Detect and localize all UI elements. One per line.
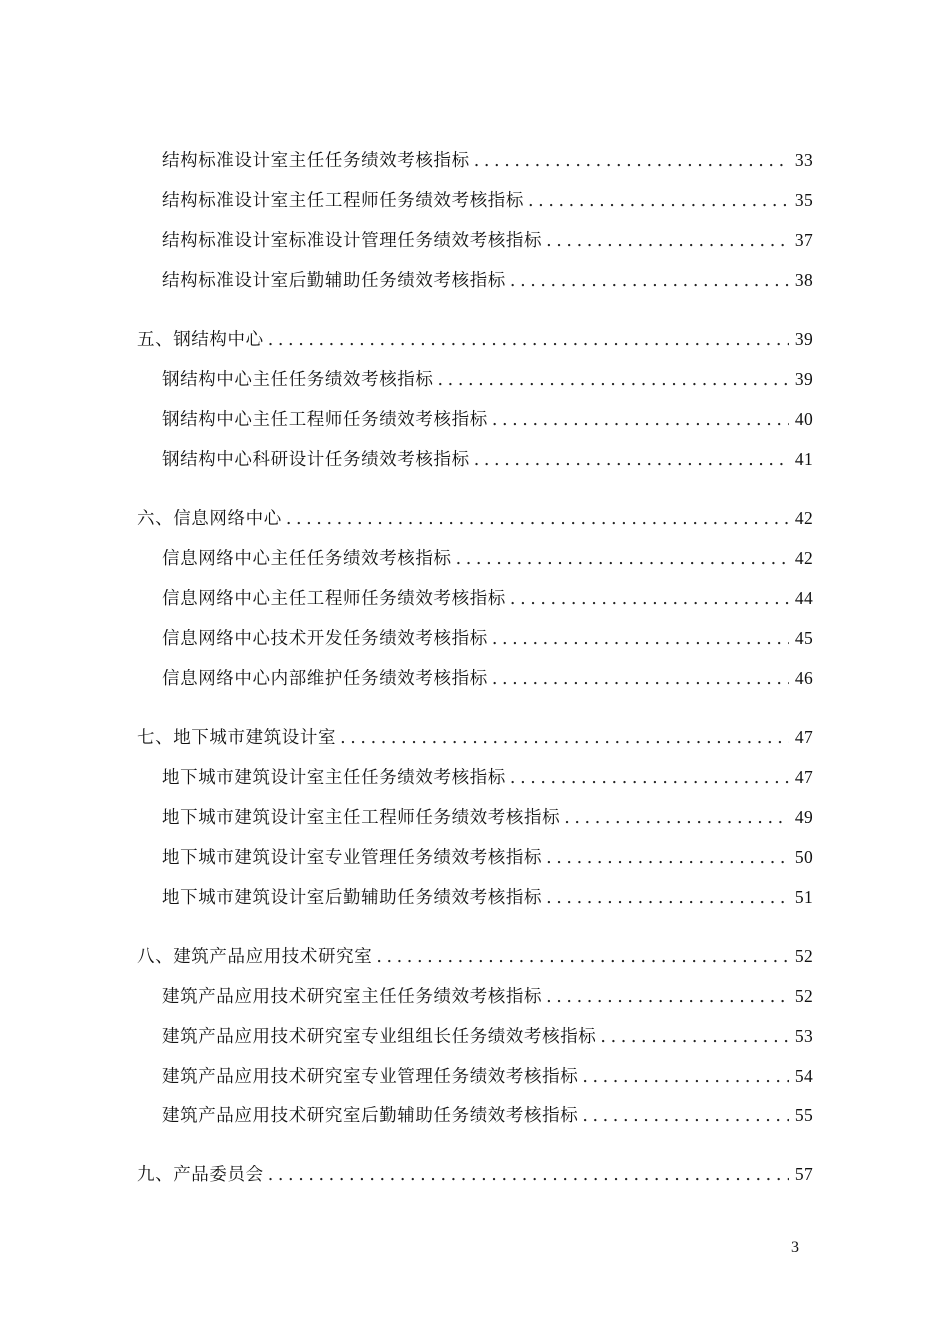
toc-entry-title: 建筑产品应用技术研究室专业管理任务绩效考核指标 — [162, 1067, 579, 1087]
toc-entry-title: 地下城市建筑设计室主任工程师任务绩效考核指标 — [162, 808, 561, 828]
toc-section-title: 九、产品委员会 — [137, 1165, 264, 1185]
toc-page-number: 33 — [794, 150, 813, 170]
toc-section[interactable] — [137, 724, 813, 750]
toc-entry-title: 信息网络中心内部维护任务绩效考核指标 — [162, 669, 488, 689]
toc-entry[interactable] — [162, 227, 813, 253]
toc-entry[interactable] — [162, 267, 813, 293]
toc-entry[interactable] — [162, 625, 813, 651]
toc-leader-dots — [600, 1024, 788, 1050]
toc-leader-dots — [492, 666, 789, 692]
toc-leader-dots — [510, 268, 789, 294]
toc-page-number: 55 — [794, 1105, 813, 1125]
toc-leader-dots — [268, 1162, 789, 1188]
toc-entry[interactable] — [162, 844, 813, 870]
toc-entry[interactable] — [162, 804, 813, 830]
toc-leader-dots — [474, 148, 789, 174]
toc-page-number: 51 — [794, 887, 813, 907]
toc-leader-dots — [376, 944, 789, 970]
toc-page-number: 39 — [794, 329, 813, 349]
toc-leader-dots — [474, 447, 789, 473]
toc-entry-title: 结构标准设计室后勤辅助任务绩效考核指标 — [162, 271, 506, 291]
toc-section[interactable] — [137, 943, 813, 969]
toc-entry-title: 地下城市建筑设计室专业管理任务绩效考核指标 — [162, 848, 543, 868]
toc-page-number: 54 — [794, 1066, 813, 1086]
toc-entry[interactable] — [162, 983, 813, 1009]
toc-entry-title: 信息网络中心技术开发任务绩效考核指标 — [162, 629, 488, 649]
toc-leader-dots — [546, 228, 789, 254]
toc-leader-dots — [286, 506, 789, 532]
toc-section[interactable] — [137, 326, 813, 352]
toc-page-number: 44 — [794, 588, 813, 608]
toc-leader-dots — [438, 367, 789, 393]
toc-page-number: 39 — [794, 369, 813, 389]
toc-page-number: 46 — [794, 668, 813, 688]
toc-leader-dots — [456, 546, 789, 572]
toc-leader-dots — [492, 626, 789, 652]
toc-entry[interactable] — [162, 1063, 813, 1089]
toc-entry-title: 结构标准设计室主任工程师任务绩效考核指标 — [162, 191, 524, 211]
toc-entry[interactable] — [162, 884, 813, 910]
toc-leader-dots — [268, 327, 789, 353]
toc-page-number: 57 — [794, 1164, 813, 1184]
toc-entry[interactable] — [162, 1102, 813, 1128]
toc-leader-dots — [510, 586, 789, 612]
toc-entry-title: 建筑产品应用技术研究室后勤辅助任务绩效考核指标 — [162, 1106, 579, 1126]
toc-entry-title: 结构标准设计室主任任务绩效考核指标 — [162, 151, 470, 171]
toc-leader-dots — [510, 765, 789, 791]
toc-entry-title: 钢结构中心主任任务绩效考核指标 — [162, 370, 434, 390]
toc-entry-title: 钢结构中心主任工程师任务绩效考核指标 — [162, 410, 488, 430]
toc-entry[interactable] — [162, 147, 813, 173]
toc-entry-title: 钢结构中心科研设计任务绩效考核指标 — [162, 450, 470, 470]
toc-entry-title: 建筑产品应用技术研究室主任任务绩效考核指标 — [162, 987, 543, 1007]
toc-entry[interactable] — [162, 665, 813, 691]
toc-entry-title: 建筑产品应用技术研究室专业组组长任务绩效考核指标 — [162, 1027, 597, 1047]
toc-entry[interactable] — [162, 545, 813, 571]
toc-section[interactable] — [137, 1161, 813, 1187]
toc-leader-dots — [340, 725, 789, 751]
toc-entry[interactable] — [162, 764, 813, 790]
toc-page-number: 50 — [794, 847, 813, 867]
toc-leader-dots — [564, 805, 789, 831]
toc-entry[interactable] — [162, 446, 813, 472]
toc-page-number: 41 — [794, 449, 813, 469]
toc-leader-dots — [492, 407, 789, 433]
toc-page-number: 38 — [794, 270, 813, 290]
toc-page-number: 49 — [794, 807, 813, 827]
toc-leader-dots — [546, 984, 789, 1010]
toc-entry[interactable] — [162, 1023, 813, 1049]
toc-page-number: 47 — [794, 727, 813, 747]
toc-page-number: 40 — [794, 409, 813, 429]
toc-page-number: 42 — [794, 548, 813, 568]
toc-entry[interactable] — [162, 366, 813, 392]
toc-page-number: 35 — [794, 190, 813, 210]
toc-section[interactable] — [137, 505, 813, 531]
toc-section-title: 五、钢结构中心 — [137, 330, 264, 350]
toc-section-title: 六、信息网络中心 — [137, 509, 282, 529]
page-footer-number: 3 — [791, 1239, 799, 1256]
toc-page-number: 52 — [794, 986, 813, 1006]
toc-page-number: 53 — [794, 1026, 813, 1046]
toc-entry[interactable] — [162, 406, 813, 432]
toc-leader-dots — [528, 188, 789, 214]
toc-page-number: 45 — [794, 628, 813, 648]
toc-leader-dots — [546, 845, 789, 871]
toc-entry-title: 信息网络中心主任任务绩效考核指标 — [162, 549, 452, 569]
toc-page-number: 47 — [794, 767, 813, 787]
toc-section-title: 七、地下城市建筑设计室 — [137, 728, 337, 748]
toc-leader-dots — [582, 1103, 789, 1129]
toc-section-title: 八、建筑产品应用技术研究室 — [137, 947, 373, 967]
toc-leader-dots — [546, 885, 789, 911]
toc-entry[interactable] — [162, 585, 813, 611]
toc-leader-dots — [582, 1064, 789, 1090]
toc-entry[interactable] — [162, 187, 813, 213]
toc-page-number: 52 — [794, 946, 813, 966]
toc-entry-title: 信息网络中心主任工程师任务绩效考核指标 — [162, 589, 506, 609]
toc-page-number: 42 — [794, 508, 813, 528]
toc-entry-title: 地下城市建筑设计室主任任务绩效考核指标 — [162, 768, 506, 788]
toc-entry-title: 地下城市建筑设计室后勤辅助任务绩效考核指标 — [162, 888, 543, 908]
toc-page-number: 37 — [794, 230, 813, 250]
toc-entry-title: 结构标准设计室标准设计管理任务绩效考核指标 — [162, 231, 543, 251]
